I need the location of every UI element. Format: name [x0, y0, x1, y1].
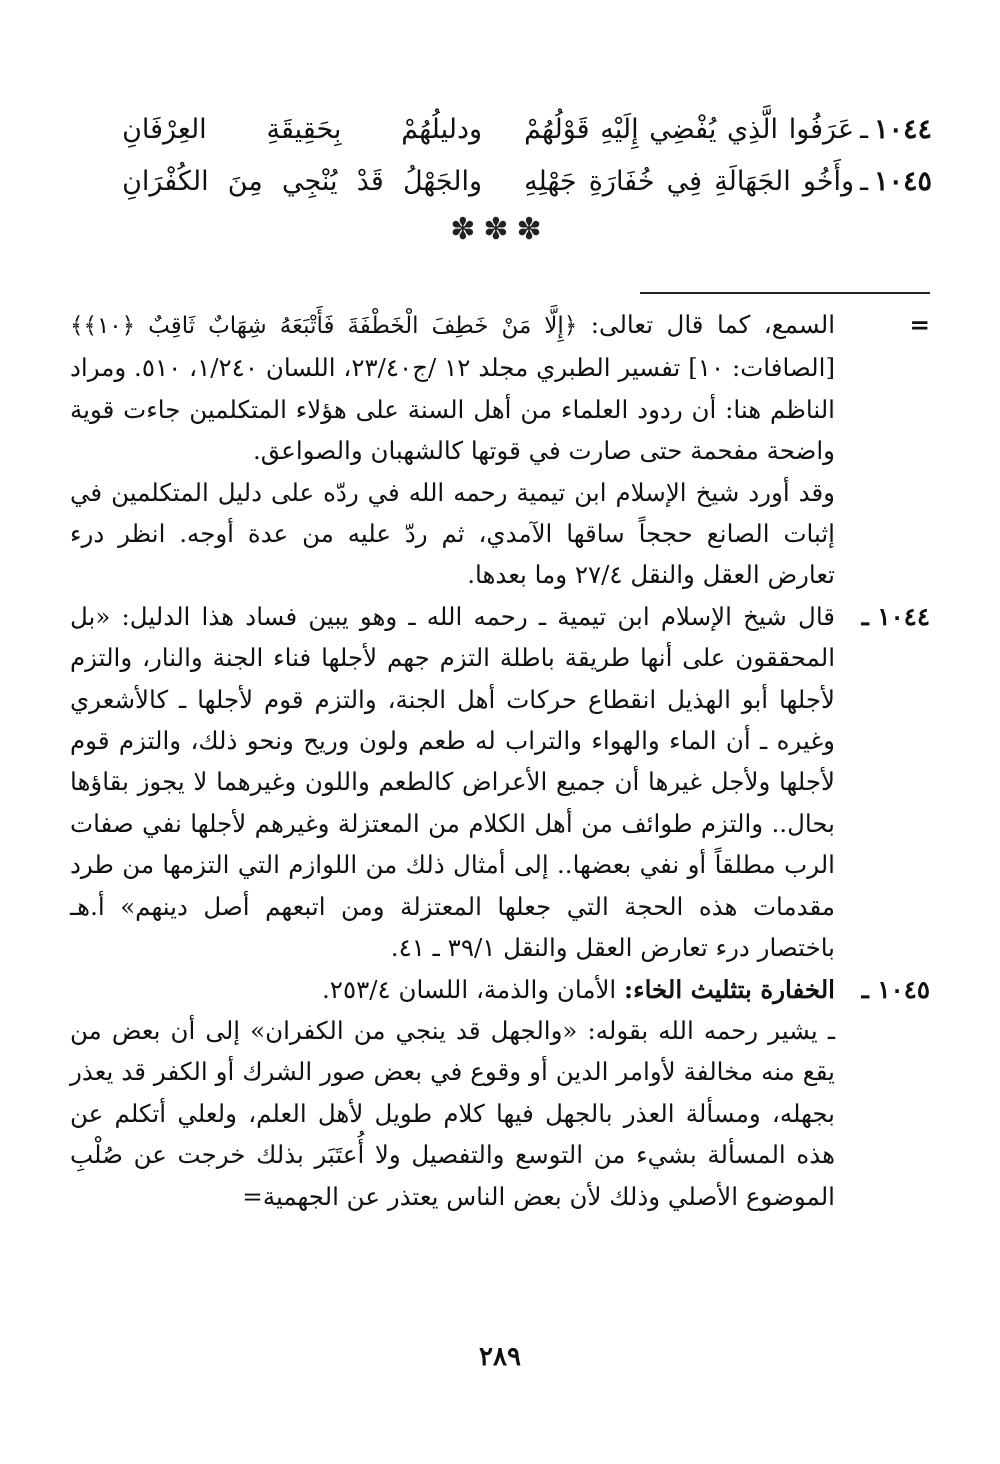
- footnote-text: وقد أورد شيخ الإسلام ابن تيمية رحمه الله في ردّه على دليل المتكلمين في إثبات الصانع حججاً ساقها الآمدي، ثم ردّ عليه من عدة أوجه. انظر درء تعارض العقل والنقل ٢٧/٤ وما بعدها.: [70, 477, 835, 590]
- verse-dash: ـ: [860, 114, 868, 145]
- footnote-paragraph: [70, 304, 835, 472]
- verse-line: [70, 104, 932, 156]
- verse-second-hemistich: ودليلُهُمْ بِحَقِيقَةِ العِرْفَانِ: [122, 114, 483, 145]
- footnote-text: الأمان والذمة، اللسان ٢٥٣/٤.: [321, 974, 625, 1004]
- verse-first-hemistich: عَرَفُوا الَّذِي يُفْضِي إِلَيْهِ قَوْلُهُمْ: [524, 114, 855, 145]
- footnote-marker: =: [909, 310, 930, 339]
- footnote-term: الخفارة بتثليث الخاء:: [624, 974, 835, 1004]
- footnote-marker: ١٠٤٥ ـ: [861, 974, 930, 1004]
- footnote-body: [70, 304, 835, 596]
- verse-first-hemistich: وأَخُو الجَهَالَةِ فِي خُفَارَةِ جَهْلِهِ: [524, 166, 855, 197]
- footnote-paragraph: [70, 596, 835, 969]
- footnote: [70, 596, 930, 969]
- verse-line: [70, 156, 932, 208]
- poem-verses: [70, 104, 932, 208]
- verse-number: ١٠٤٤: [873, 114, 932, 145]
- footnote-paragraph: [70, 969, 835, 1010]
- footnote-divider: [640, 292, 930, 294]
- footnote-body: [70, 596, 835, 969]
- page-number: ٢٨٩: [479, 1342, 521, 1372]
- footnote-paragraph: [70, 1010, 835, 1217]
- footnote-text: ـ يشير رحمه الله بقوله: «والجهل قد ينجي من الكفران» إلى أن بعض من يقع منه مخالفة لأوامر الدين أو وقوع في بعض صور الشرك أو الكفر قد يعذر بجهله، ومسألة العذر بالجهل فيها كلام طويل لأهل العلم، ولعلي أتكلم عن هذه المسألة بشيء من التوسع والتفصيل ولا أُعتَبَر بذلك خرجت عن صُلْبِ الموضوع الأصلي وذلك لأن بعض الناس يعتذر عن الجهمية=: [70, 1015, 835, 1211]
- footnote: [70, 304, 930, 596]
- verse-second-hemistich: والجَهْلُ قَدْ يُنْجِي مِنَ الكُفْرَانِ: [122, 166, 483, 197]
- footnote-marker: ١٠٤٤ ـ: [861, 601, 930, 631]
- footnotes: [70, 304, 930, 1217]
- quran-verse: ﴿إِلَّا مَنْ خَطِفَ الْخَطْفَةَ فَأَتْبَعَهُ شِهَابٌ ثَاقِبٌ ﴿١٠﴾﴾: [70, 313, 578, 339]
- footnote-text: [الصافات: ١٠] تفسير الطبري مجلد ١٢ /ج٢٣/٤٠، اللسان ١/٢٤٠، ٥١٠. ومراد الناظم هنا: أن ردود العلماء من أهل السنة على هؤلاء المتكلمين جاءت قوية واضحة مفحمة حتى صارت في قوتها كالشهبان والصواعق.: [70, 353, 835, 466]
- footnote-text: قال شيخ الإسلام ابن تيمية ـ رحمه الله ـ وهو يبين فساد هذا الدليل: «بل المحققون على أنها طريقة باطلة التزم جهم لأجلها فناء الجنة والنار، والتزم لأجلها أبو الهذيل انقطاع حركات أهل الجنة، والتزم قوم لأجلها ـ كالأشعري وغيره ـ أن الماء والهواء والتراب له طعم ولون وريح ونحو ذلك، والتزم قوم لأجلها ولأجل غيرها أن جميع الأعراض كالطعم واللون وغيرهما لا يجوز بقاؤها بحال.. والتزم طوائف من أهل الكلام من المعتزلة وغيرهم لأجلها نفي صفات الرب مطلقاً أو نفي بعضها.. إلى أمثال ذلك من اللوازم التي التزمها من طرد مقدمات هذه الحجة التي جعلها المعتزلة ومن اتبعهم أصل دينهم» أ.هـ باختصار درء تعارض العقل والنقل ٣٩/١ ـ ٤١.: [70, 601, 835, 963]
- footnote: [70, 969, 930, 1217]
- footnote-body: [70, 969, 835, 1217]
- footnote-paragraph: [70, 472, 835, 596]
- verse-number: ١٠٤٥: [873, 166, 932, 197]
- section-separator: ✽✽✽: [450, 212, 550, 247]
- verse-dash: ـ: [860, 166, 868, 197]
- footnote-text: السمع، كما قال تعالى:: [577, 310, 835, 339]
